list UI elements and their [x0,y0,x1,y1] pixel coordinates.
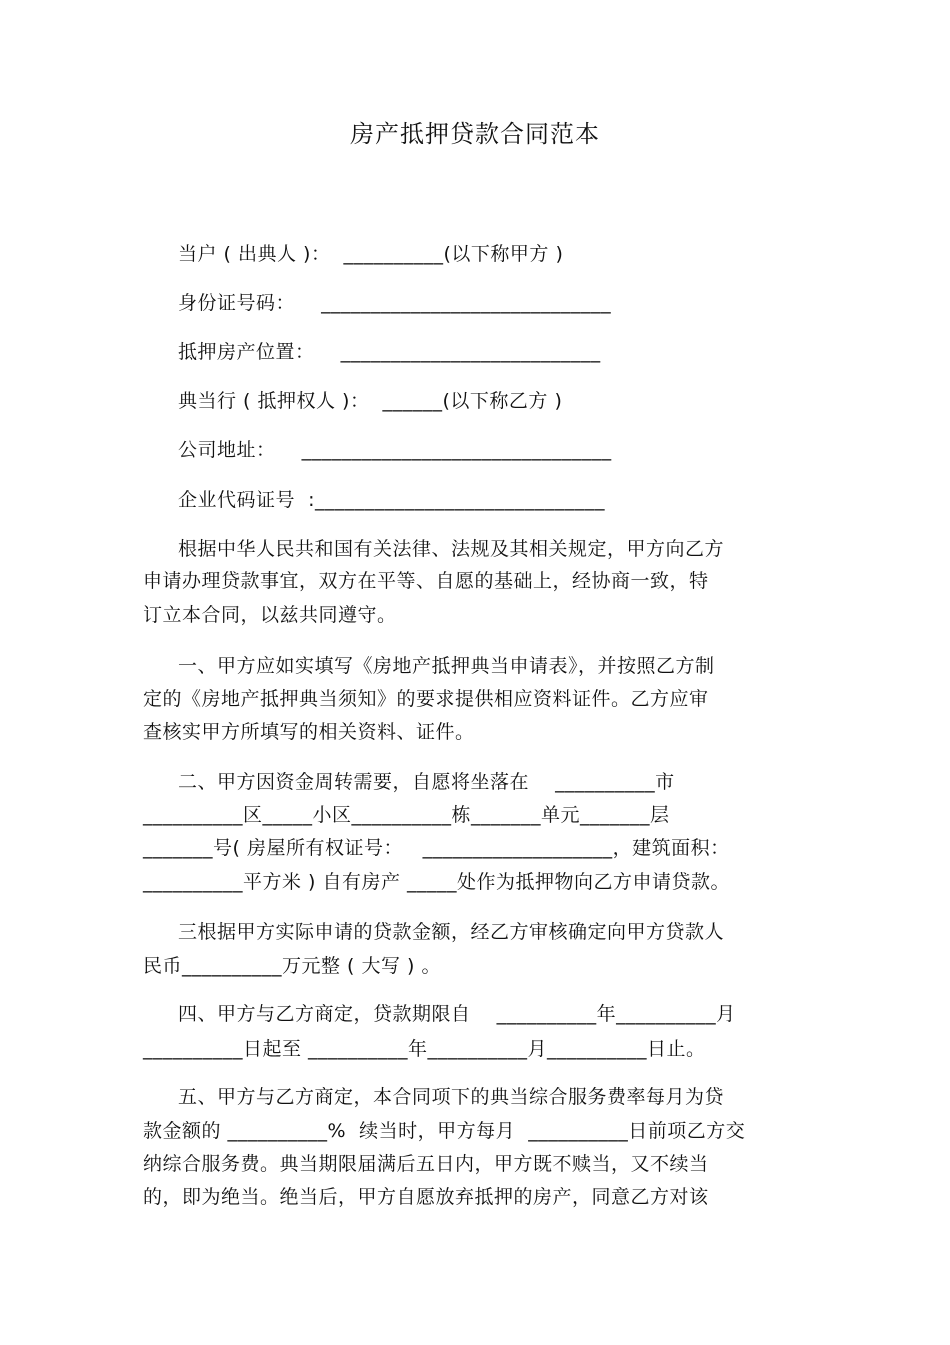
field-pawnshop: 典当行 ( 抵押权人 )： ______(以下称乙方 ) [178,390,563,412]
paragraph-line: 五、甲方与乙方商定，本合同项下的典当综合服务费率每月为贷 [178,1086,725,1108]
paragraph-line: 定的《房地产抵押典当须知》的要求提供相应资料证件。乙方应审 [143,688,709,710]
field-property-location: 抵押房产位置： __________________________ [178,341,601,363]
paragraph-line: 的，即为绝当。绝当后，甲方自愿放弃抵押的房产，同意乙方对该 [143,1186,709,1208]
paragraph-line: 申请办理贷款事宜，双方在平等、自愿的基础上，经协商一致，特 [143,570,709,592]
paragraph-line: 一、甲方应如实填写《房地产抵押典当申请表》，并按照乙方制 [178,655,715,677]
paragraph-line: 纳综合服务费。典当期限届满后五日内，甲方既不赎当，又不续当 [143,1153,709,1175]
field-company-address: 公司地址： _______________________________ [178,439,612,461]
paragraph-line: 三根据甲方实际申请的贷款金额，经乙方审核确定向甲方贷款人 [178,921,725,943]
field-id-number: 身份证号码： _____________________________ [178,292,612,314]
paragraph-line: 订立本合同，以兹共同遵守。 [143,604,397,626]
field-enterprise-code: 企业代码证号 :_____________________________ [178,489,605,511]
paragraph-line: 款金额的 __________% 续当时，甲方每月 __________日前项乙方交 [143,1120,746,1142]
paragraph-line: 根据中华人民共和国有关法律、法规及其相关规定，甲方向乙方 [178,538,725,560]
paragraph-line: 四、甲方与乙方商定，贷款期限自 __________年__________月 [178,1003,736,1025]
paragraph-line: 查核实甲方所填写的相关资料、证件。 [143,721,475,743]
document-title: 房产抵押贷款合同范本 [350,120,600,148]
paragraph-line: __________日起至 __________年__________月__________日止。 [143,1038,706,1060]
paragraph-line: __________区_____小区__________栋_______单元_______层 [143,804,670,826]
field-pawner: 当户 ( 出典人 )： __________(以下称甲方 ) [178,243,564,265]
paragraph-line: __________平方米 ) 自有房产 _____处作为抵押物向乙方申请贷款。 [143,871,731,893]
paragraph-line: 民币__________万元整 ( 大写 ) 。 [143,955,441,977]
paragraph-line: 二、甲方因资金周转需要，自愿将坐落在 __________市 [178,771,675,793]
paragraph-line: _______号( 房屋所有权证号： ___________________，建筑面积： [143,837,730,859]
